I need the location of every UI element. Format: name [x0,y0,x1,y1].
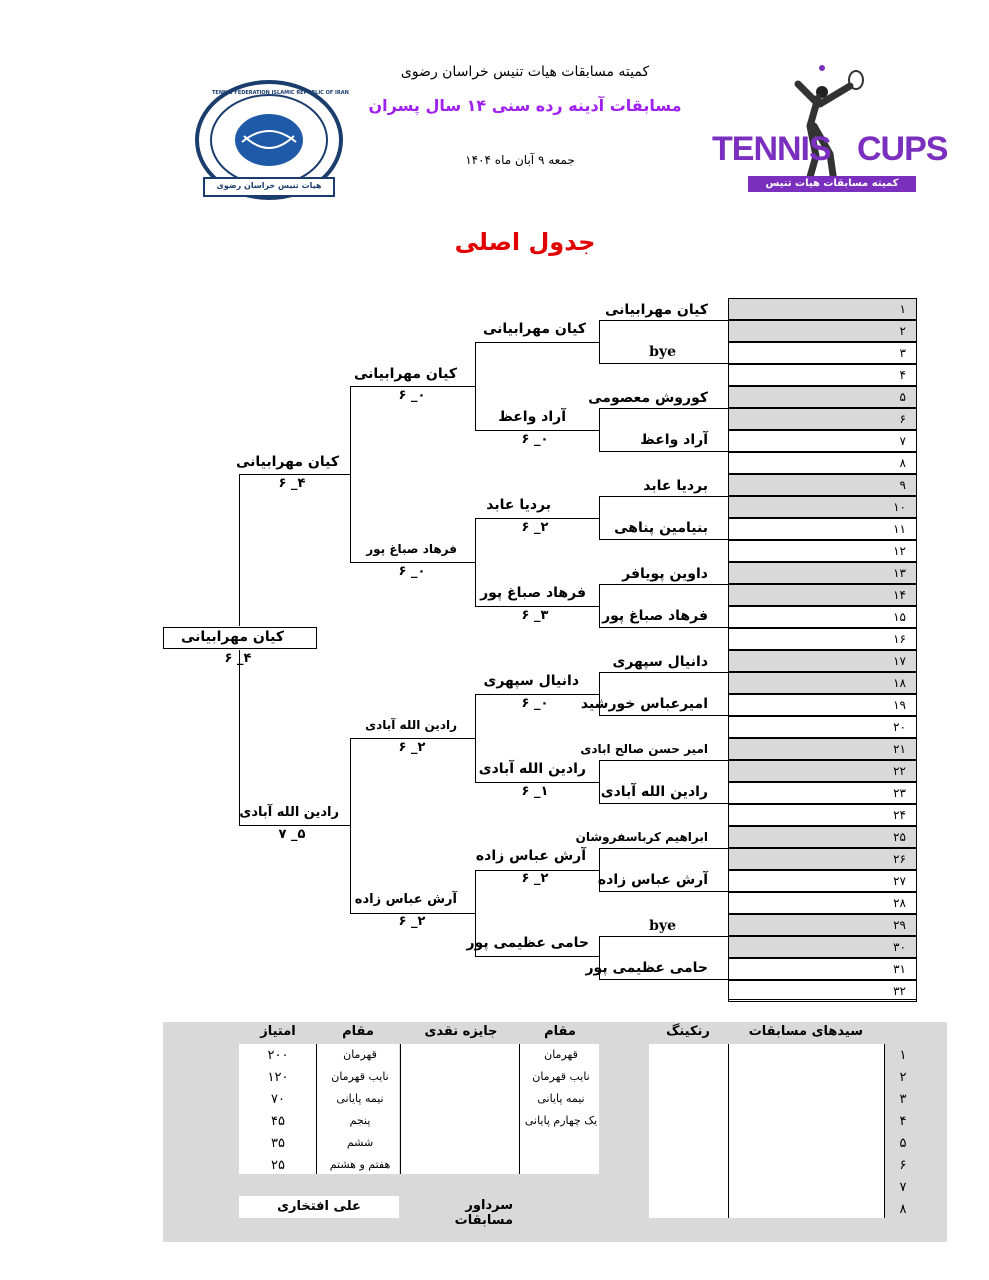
slot-cell [728,936,917,958]
r3-score-4: ۶ _۲ [398,914,426,929]
r3-name-4: آرش عباس زاده [354,892,457,907]
slot-number: ۱۶ [893,632,906,646]
r1-player-bottom: امیرعباس خورشید [580,696,708,712]
place2-value: یک چهارم پایانی [524,1114,598,1127]
semi-name-2: رادین الله آبادی [239,805,339,820]
slot-number: ۹ [899,478,906,492]
semi-score-2: ۷ _۵ [278,827,306,842]
points-value: ۲۰۰ [267,1048,289,1063]
r1-player-bottom: bye [649,344,676,360]
slot-number: ۱۸ [893,676,906,690]
seed-number: ۷ [899,1180,907,1195]
slot-number: ۱۰ [893,500,906,514]
event-title: مسابقات آدینه رده سنی ۱۴ سال پسران [368,96,682,115]
r1-player-bottom: آرش عباس زاده [597,872,708,888]
slot-cell [728,870,917,892]
place1-value: نایب قهرمان [331,1070,389,1083]
champion-name: کیان مهرابیانی [180,629,284,645]
r1-player-top: کیان مهرابیانی [604,302,708,318]
committee-title: کمیته مسابقات هیات تنیس خراسان رضوی [400,64,650,80]
r2-name-2: آراد واعظ [498,409,566,425]
slot-number: ۲۷ [893,874,906,888]
r3-score-3: ۶ _۲ [398,740,426,755]
slot-number: ۸ [899,456,906,470]
slot-cell [728,672,917,694]
slot-cell [728,628,917,650]
r1-player-bottom: حامی عظیمی پور [585,960,708,976]
slot-number: ۱۲ [893,544,906,558]
points-value: ۷۰ [271,1092,285,1107]
slot-cell [728,826,917,848]
seed-number: ۱ [899,1048,907,1063]
slot-number: ۳ [899,346,906,360]
slot-number: ۶ [899,412,906,426]
r3-score-2: ۶ _۰ [398,564,426,579]
slot-cell [728,738,917,760]
slot-cell [728,452,917,474]
r2-name-6: رادین الله آبادی [478,761,586,777]
points-value: ۳۵ [271,1136,285,1151]
r1-player-top: داوین پویافر [622,566,708,582]
slot-cell [728,914,917,936]
referee-name: علی افتخاری [277,1199,361,1214]
slot-number: ۱۳ [893,566,906,580]
place1-value: ششم [346,1136,374,1149]
r2-score-6: ۶ _۱ [521,784,549,799]
slot-number: ۲۸ [893,896,906,910]
r2-score-7: ۶ _۲ [521,871,549,886]
slot-cell [728,474,917,496]
semi-name-1: کیان مهرابیانی [235,454,339,470]
slot-number: ۱۱ [893,522,906,536]
r1-match [580,742,728,804]
slot-cell [728,606,917,628]
r1-player-top: بردیا عابد [643,478,708,494]
slot-number: ۵ [899,390,906,404]
slot-number: ۱۴ [893,588,906,602]
r1-match [580,654,728,716]
r2-name-1: کیان مهرابیانی [482,321,586,337]
r1-player-bottom: بنیامین پناهی [614,520,708,536]
r2-score-2: ۶ _۰ [521,432,549,447]
slot-number: ۲۹ [893,918,906,932]
points-value: ۲۵ [271,1158,285,1173]
slot-cell [728,298,917,320]
r1-match [599,302,728,364]
cups-word-tennis: TENNIS [712,130,831,168]
referee-label: سرداور مسابقات [454,1198,513,1228]
slot-number: ۲۲ [893,764,906,778]
points-value: ۱۲۰ [267,1070,289,1085]
slot-cell [728,804,917,826]
header-ranking: رنکینگ [666,1024,710,1039]
r1-match [575,830,728,892]
place1-value: هفتم و هشتم [329,1158,391,1171]
slot-cell [728,364,917,386]
r2-score-3: ۶ _۲ [521,520,549,535]
r2-name-5: دانیال سپهری [483,673,579,689]
r2-name-7: آرش عباس زاده [475,848,586,864]
slot-number: ۱۵ [893,610,906,624]
seed-number: ۸ [899,1202,907,1217]
r1-match [599,478,728,540]
slot-number: ۳۱ [893,962,906,976]
slot-cell [728,782,917,804]
slot-cell [728,562,917,584]
points-column [239,1044,399,1174]
slot-number: ۱ [899,302,906,316]
slot-cell [728,716,917,738]
slot-cell [728,320,917,342]
place2-value: نایب قهرمان [532,1070,590,1083]
cups-banner: کمیته مسابقات هیات تنیس [748,176,916,192]
cups-word-cups: CUPS [857,130,948,168]
r2-name-3: بردیا عابد [486,497,551,513]
slot-cell [728,650,917,672]
slot-number: ۳۲ [893,984,906,998]
slot-number: ۷ [899,434,906,448]
seed-number: ۲ [899,1070,907,1085]
event-date: جمعه ۹ آبان ماه ۱۴۰۴ [465,153,575,167]
seed-number: ۶ [899,1158,907,1173]
r1-player-top: کوروش معصومی [588,390,708,406]
ranking-column [649,1044,885,1218]
prize-table [163,1022,947,1242]
slot-number: ۲۱ [893,742,906,756]
slot-cell [728,980,917,1002]
r1-match [599,566,728,628]
slot-number: ۱۹ [893,698,906,712]
r1-player-top: امیر حسن صالح ابادی [580,742,708,756]
referee-name-box [239,1196,399,1218]
points-value: ۴۵ [271,1114,285,1129]
slot-cell [728,518,917,540]
r1-player-bottom: رادین الله آبادی [600,784,708,800]
federation-arc-text: TENNIS FEDERATION ISLAMIC REPUBLIC OF IRAN [212,90,349,96]
slot-number: ۱۷ [893,654,906,668]
r2-name-4: فرهاد صباغ پور [480,585,586,601]
slot-cell [728,408,917,430]
header-points: امتیاز [260,1024,296,1039]
slot-number: ۲۰ [893,720,906,734]
slot-cell [728,848,917,870]
slot-number: ۲۵ [893,830,906,844]
page-title: جدول اصلی [454,228,596,256]
header-prize: جایزه نقدی [424,1024,498,1039]
r1-match [588,390,728,452]
slot-cell [728,540,917,562]
slot-cell [728,892,917,914]
slot-cell [728,760,917,782]
place2-value: قهرمان [544,1048,578,1061]
champion-score: ۶ _۴ [224,651,252,666]
r1-player-top: ابراهیم کرباسفروشان [575,830,708,844]
slot-number: ۲۶ [893,852,906,866]
slot-number: ۴ [899,368,906,382]
r2-score-4: ۶ _۳ [521,608,549,623]
r1-player-bottom: فرهاد صباغ پور [602,608,708,624]
slot-number: ۲۳ [893,786,906,800]
r1-match [585,918,728,980]
slot-number: ۳۰ [893,940,906,954]
federation-logo [184,80,354,205]
slot-cell [728,342,917,364]
r2-name-8: حامی عظیمی پور [466,935,589,951]
prize-column [401,1044,599,1174]
place1-value: نیمه پایانی [336,1092,384,1105]
header-seeds: سیدهای مسابقات [748,1024,863,1039]
semi-score-1: ۶ _۴ [278,476,306,491]
seed-number: ۳ [899,1092,907,1107]
r3-score-1: ۶ _۰ [398,388,426,403]
header-place2: مقام [544,1024,576,1039]
federation-subtitle: هیات تنیس خراسان رضوی [216,181,322,190]
place1-value: پنجم [349,1114,371,1127]
slot-number: ۲۴ [893,808,906,822]
r1-player-bottom: آراد واعظ [640,432,708,448]
r3-name-3: رادین الله آبادی [365,718,457,732]
champion-box [163,627,317,649]
slot-number: ۲ [899,324,906,338]
place1-value: قهرمان [343,1048,377,1061]
r3-name-1: کیان مهرابیانی [353,366,457,382]
r3-name-2: فرهاد صباغ پور [366,542,457,556]
slot-cell [728,958,917,980]
slot-cell [728,430,917,452]
tennis-cups-logo [710,64,948,196]
slot-cell [728,386,917,408]
r1-player-top: bye [649,918,676,934]
place2-value: نیمه پایانی [537,1092,585,1105]
r1-player-top: دانیال سپهری [612,654,708,670]
seed-number: ۴ [899,1114,907,1129]
slot-cell [728,496,917,518]
slot-cell [728,584,917,606]
slot-cell [728,694,917,716]
header-place1: مقام [342,1024,374,1039]
seed-number: ۵ [899,1136,907,1151]
r2-score-5: ۶ _۰ [521,696,549,711]
